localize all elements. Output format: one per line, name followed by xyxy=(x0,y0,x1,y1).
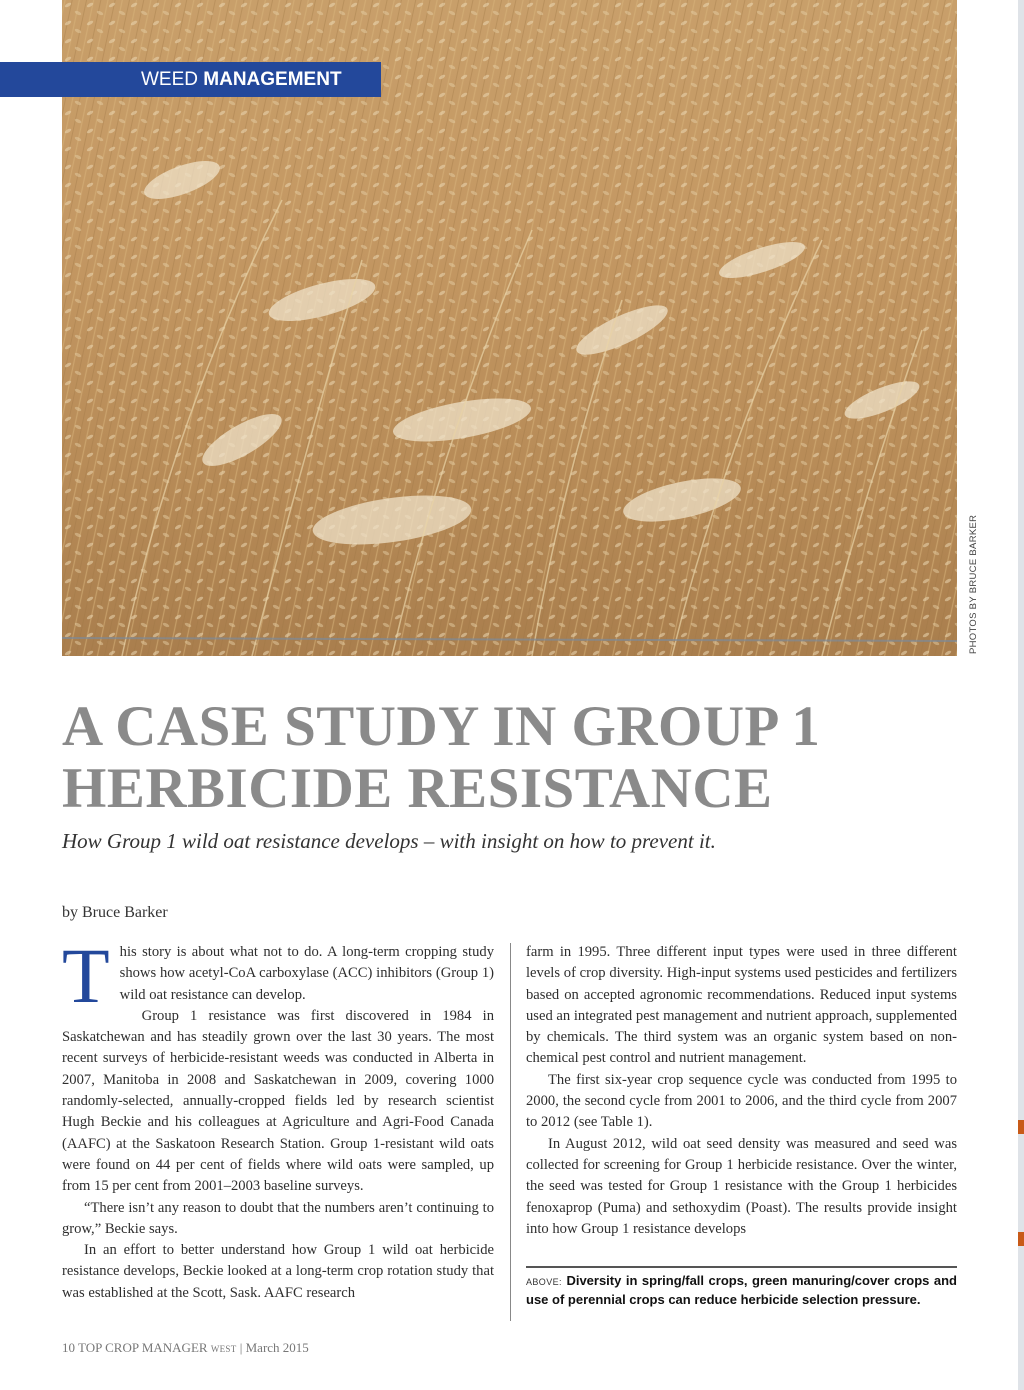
magazine-name: TOP CROP MANAGER xyxy=(78,1340,208,1355)
drop-cap: T xyxy=(62,932,110,1019)
wild-oat-field-illustration xyxy=(62,0,957,656)
article-byline: by Bruce Barker xyxy=(62,904,168,921)
section-label-bold: MANAGEMENT xyxy=(203,69,342,90)
body-paragraph: farm in 1995. Three different input types were used in three different levels of crop diversity. High-input systems used pesticides and fertilizers based on accepted agronomic recommendations. Reduced input systems used an integrated pest management and nutrient approach, supplemented by chemicals. The third system was an organic system based on non-chemical pest control and nutrient management. xyxy=(526,944,957,1067)
body-paragraph: The first six-year crop sequence cycle was conducted from 1995 to 2000, the second cycle from 2001 to 2006, and the third cycle from 2007 to 2012 (see Table 1). xyxy=(526,1071,957,1131)
body-column-left xyxy=(62,932,494,1304)
headline-line-2: HERBICIDE RESISTANCE xyxy=(62,757,773,820)
column-divider xyxy=(510,943,511,1321)
folio-separator: | xyxy=(239,1340,243,1355)
issue-date: March 2015 xyxy=(245,1340,309,1355)
article-headline xyxy=(62,696,962,820)
headline-line-1: A CASE STUDY IN GROUP 1 xyxy=(62,695,821,758)
page-number: 10 xyxy=(62,1340,75,1355)
paragraph-text: his story is about what not to do. A long-term cropping study shows how acetyl-CoA carboxylase (ACC) inhibitors (Group 1) wild oat resistance can develop. xyxy=(119,944,494,1003)
section-banner xyxy=(0,62,381,97)
body-paragraph: In August 2012, wild oat seed density was measured and seed was collected for screening for Group 1 herbicide resistance. Over the winter, the seed was tested for Group 1 resistance with the Group 1 herbicides fenoxaprop (Puma) and sethoxydim (Poast). The results provide insight into how Group 1 resistance develops xyxy=(526,1135,957,1237)
page-edge-strip xyxy=(1018,0,1024,1390)
section-label-light: WEED xyxy=(141,69,198,90)
body-paragraph: “There isn’t any reason to doubt that the numbers aren’t continuing to grow,” Beckie says. xyxy=(62,1199,494,1237)
caption-label: ABOVE: xyxy=(526,1277,562,1287)
body-column-right xyxy=(526,942,957,1240)
photo-caption xyxy=(526,1272,957,1308)
page-edge-mark xyxy=(1018,1232,1024,1246)
photo-credit: PHOTOS BY BRUCE BARKER xyxy=(968,514,979,654)
page-folio xyxy=(62,1340,309,1356)
body-paragraph: Group 1 resistance was first discovered in 1984 in Saskatchewan and has steadily grown over the last 30 years. The most recent surveys of herbicide-resistant weeds was conducted in Alberta in 2007, Manitoba in 2008 and Saskatchewan in 2009, covering 1000 randomly-selected, annually-cropped fields led by research scientist Hugh Beckie and his colleagues at Agriculture and Agri-Food Canada (AAFC) at the Saskatoon Research Station. Group 1-resistant wild oats were found on 44 per cent of fields where wild oats were sampled, up from 15 per cent from 2001–2003 baseline surveys. xyxy=(62,1007,494,1195)
caption-rule xyxy=(526,1266,957,1268)
article-deck: How Group 1 wild oat resistance develops – with insight on how to prevent it. xyxy=(62,829,716,853)
wild-oat-field-photo xyxy=(62,0,957,656)
caption-text: Diversity in spring/fall crops, green manuring/cover crops and use of perennial crops can reduce herbicide selection pressure. xyxy=(526,1273,957,1307)
magazine-edition: WEST xyxy=(210,1344,237,1354)
body-paragraph: In an effort to better understand how Group 1 wild oat herbicide resistance develops, Beckie looked at a long-term crop rotation study that was established at the Scott, Sask. AAFC research xyxy=(62,1242,494,1301)
page-edge-mark xyxy=(1018,1120,1024,1134)
body-paragraph xyxy=(62,932,494,1019)
